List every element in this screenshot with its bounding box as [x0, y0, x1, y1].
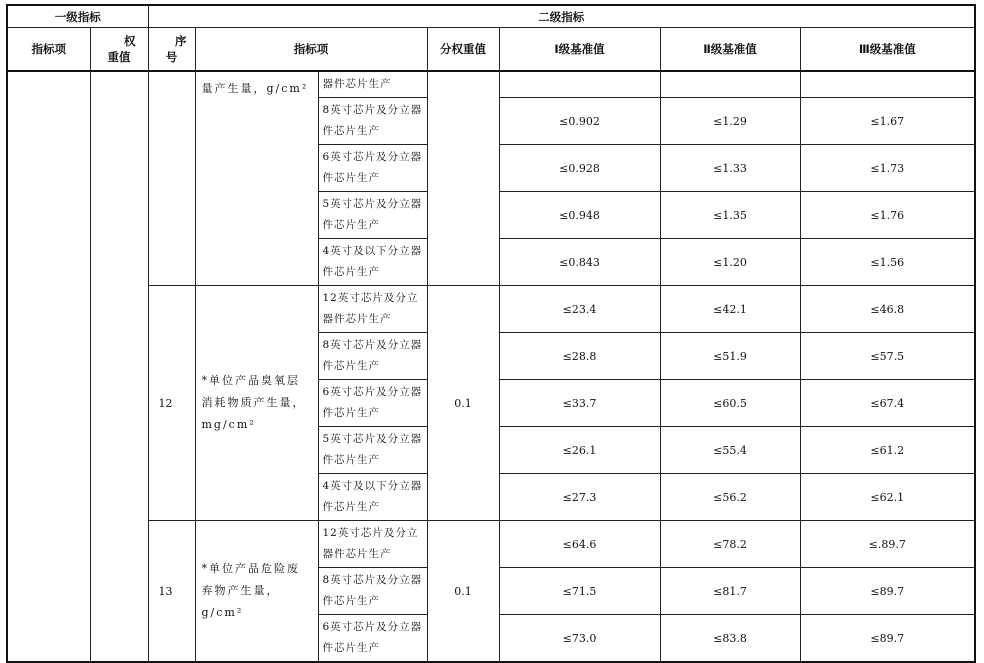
col-grade3-header: Ⅲ级基准值 [800, 28, 975, 72]
grade2-value: ≤78.2 [660, 521, 800, 568]
grade2-value: ≤83.8 [660, 615, 800, 663]
grade3-value: ≤1.56 [800, 239, 975, 286]
grade3-value: ≤46.8 [800, 286, 975, 333]
grade2-value: ≤1.35 [660, 192, 800, 239]
col-grade2-header: Ⅱ级基准值 [660, 28, 800, 72]
grade2-value: ≤51.9 [660, 333, 800, 380]
indicator-name: *单位产品臭氧层消耗物质产生量，mg/cm² [195, 286, 318, 521]
sub-item: 8英寸芯片及分立器件芯片生产 [318, 98, 427, 145]
grade3-value: ≤1.67 [800, 98, 975, 145]
grade2-value: ≤60.5 [660, 380, 800, 427]
sub-item: 12英寸芯片及分立器件芯片生产 [318, 521, 427, 568]
grade1-value: ≤73.0 [499, 615, 660, 663]
grade1-value: ≤0.948 [499, 192, 660, 239]
grade1-value: ≤0.902 [499, 98, 660, 145]
grade1-value: ≤28.8 [499, 333, 660, 380]
seq-cell: 12 [148, 286, 195, 521]
indicator-name: *单位产品危险废弃物产生量，g/cm² [195, 521, 318, 663]
grade1-value: ≤0.843 [499, 239, 660, 286]
sub-item: 5英寸芯片及分立器件芯片生产 [318, 427, 427, 474]
sub-item: 8英寸芯片及分立器件芯片生产 [318, 333, 427, 380]
grade1-value: ≤23.4 [499, 286, 660, 333]
col-weight-top: 权 [124, 34, 136, 48]
col-seq-top: 序 [175, 34, 187, 48]
sub-item: 4英寸及以下分立器件芯片生产 [318, 474, 427, 521]
grade3-value: ≤62.1 [800, 474, 975, 521]
table-row [7, 521, 975, 568]
grade3-value: ≤.89.7 [800, 521, 975, 568]
sub-item: 器件芯片生产 [318, 71, 427, 98]
level1-header: 一级指标 [7, 5, 148, 28]
sub-item: 6英寸芯片及分立器件芯片生产 [318, 380, 427, 427]
col-grade1-header: Ⅰ级基准值 [499, 28, 660, 72]
grade3-value: ≤89.7 [800, 615, 975, 663]
grade3-value: ≤61.2 [800, 427, 975, 474]
grade1-value: ≤71.5 [499, 568, 660, 615]
grade3-value [800, 71, 975, 98]
grade2-value: ≤1.20 [660, 239, 800, 286]
grade1-value: ≤33.7 [499, 380, 660, 427]
col-seq-header [148, 28, 195, 72]
grade3-value: ≤1.73 [800, 145, 975, 192]
grade2-value [660, 71, 800, 98]
grade2-value: ≤42.1 [660, 286, 800, 333]
level1-weight-cell [90, 71, 148, 662]
seq-cell [148, 71, 195, 286]
level1-item-cell [7, 71, 90, 662]
grade2-value: ≤55.4 [660, 427, 800, 474]
grade3-value: ≤57.5 [800, 333, 975, 380]
sub-item: 8英寸芯片及分立器件芯片生产 [318, 568, 427, 615]
grade1-value [499, 71, 660, 98]
col-sub-weight-header: 分权重值 [427, 28, 499, 72]
grade2-value: ≤56.2 [660, 474, 800, 521]
grade2-value: ≤1.33 [660, 145, 800, 192]
sub-weight-cell: 0.1 [427, 286, 499, 521]
table-row [7, 71, 975, 98]
sub-item: 6英寸芯片及分立器件芯片生产 [318, 615, 427, 663]
col-indicator-header: 指标项 [195, 28, 427, 72]
indicator-name: 量产生量，g/cm² [195, 71, 318, 286]
grade2-value: ≤81.7 [660, 568, 800, 615]
sub-item: 6英寸芯片及分立器件芯片生产 [318, 145, 427, 192]
col-seq-bottom: 号 [165, 50, 178, 64]
col-weight-bottom: 重值 [107, 50, 131, 64]
table-row [7, 286, 975, 333]
grade3-value: ≤89.7 [800, 568, 975, 615]
grade3-value: ≤1.76 [800, 192, 975, 239]
level2-header: 二级指标 [148, 5, 975, 28]
sub-item: 12英寸芯片及分立器件芯片生产 [318, 286, 427, 333]
seq-cell: 13 [148, 521, 195, 663]
grade3-value: ≤67.4 [800, 380, 975, 427]
grade1-value: ≤0.928 [499, 145, 660, 192]
sub-item: 4英寸及以下分立器件芯片生产 [318, 239, 427, 286]
grade2-value: ≤1.29 [660, 98, 800, 145]
sub-item: 5英寸芯片及分立器件芯片生产 [318, 192, 427, 239]
grade1-value: ≤64.6 [499, 521, 660, 568]
indicator-table [6, 4, 976, 663]
grade1-value: ≤26.1 [499, 427, 660, 474]
col-item-header: 指标项 [7, 28, 90, 72]
grade1-value: ≤27.3 [499, 474, 660, 521]
sub-weight-cell [427, 71, 499, 286]
col-weight-header [90, 28, 148, 72]
sub-weight-cell: 0.1 [427, 521, 499, 663]
